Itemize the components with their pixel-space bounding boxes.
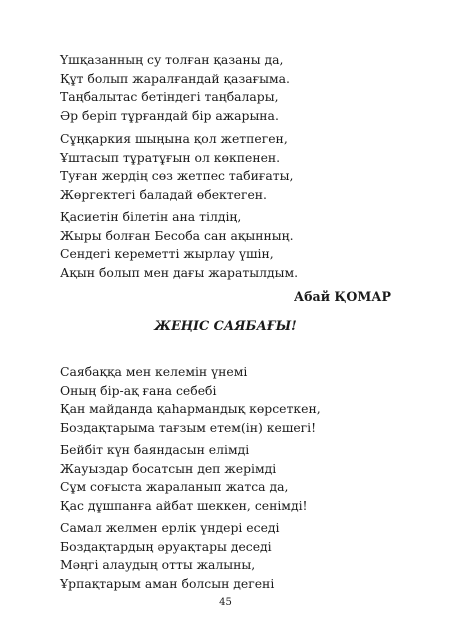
verse-line: Үшқазанның су толған қазаны да, bbox=[60, 52, 284, 67]
stanza bbox=[60, 208, 400, 282]
verse-line: Ұрпақтарым аман болсын дегені bbox=[60, 575, 275, 591]
verse-line: Мәңгі алаудың отты жалыны, bbox=[60, 557, 256, 572]
stanza bbox=[60, 130, 400, 204]
verse-line: Сұңқаркия шыңына қол жетпеген, bbox=[60, 131, 288, 146]
verse-line: Құт болып жаралғандай қазағыма. bbox=[60, 70, 290, 86]
stanza bbox=[60, 441, 400, 515]
verse-line: Сұм соғыста жараланып жатса да, bbox=[60, 479, 289, 494]
stanza bbox=[60, 51, 400, 125]
page-number: 45 bbox=[219, 597, 232, 608]
verse-line: Боздақтарыма тағзым етем(ін) кешегі! bbox=[60, 419, 317, 435]
verse-line: Сендегі кереметті жырлау үшін, bbox=[60, 246, 274, 261]
verse-line: Әр беріп тұрғандай бір ажарына. bbox=[60, 107, 279, 123]
verse-line: Ұштасып тұратұғын ол көкпенен. bbox=[60, 149, 281, 165]
verse-line: Жауыздар босатсын деп жерімді bbox=[60, 460, 277, 476]
stanza bbox=[60, 363, 400, 437]
stanza bbox=[60, 519, 400, 593]
verse-line: Саябаққа мен келемін үнемі bbox=[60, 364, 248, 379]
verse-line: Оның бір-ақ ғана себебі bbox=[60, 382, 217, 398]
verse-line: Самал желмен ерлік үндері еседі bbox=[60, 520, 280, 535]
verse-line: Қасиетін білетін ана тілдің, bbox=[60, 209, 242, 224]
poem-title: ЖЕҢІС САЯБАҒЫ! bbox=[154, 319, 297, 334]
verse-line: Таңбалытас бетіндегі таңбалары, bbox=[60, 89, 279, 104]
verse-line: Жыры болған Бесоба сан ақынның. bbox=[60, 227, 294, 243]
author-name: Абай ҚОМАР bbox=[293, 289, 391, 304]
verse-line: Қан майданда қаһармандық көрсеткен, bbox=[60, 401, 321, 416]
verse-line: Бейбіт күн баяндасын елімді bbox=[60, 442, 250, 457]
verse-line: Туған жердің сөз жетпес табиғаты, bbox=[60, 168, 294, 183]
verse-line: Ақын болып мен дағы жаратылдым. bbox=[60, 264, 299, 280]
verse-line: Боздақтардың әруақтары деседі bbox=[60, 538, 272, 554]
verse-line: Жөргектегі баладай өбектеген. bbox=[60, 186, 267, 202]
verse-line: Қас дұшпанға айбат шеккен, сенімді! bbox=[60, 497, 308, 513]
